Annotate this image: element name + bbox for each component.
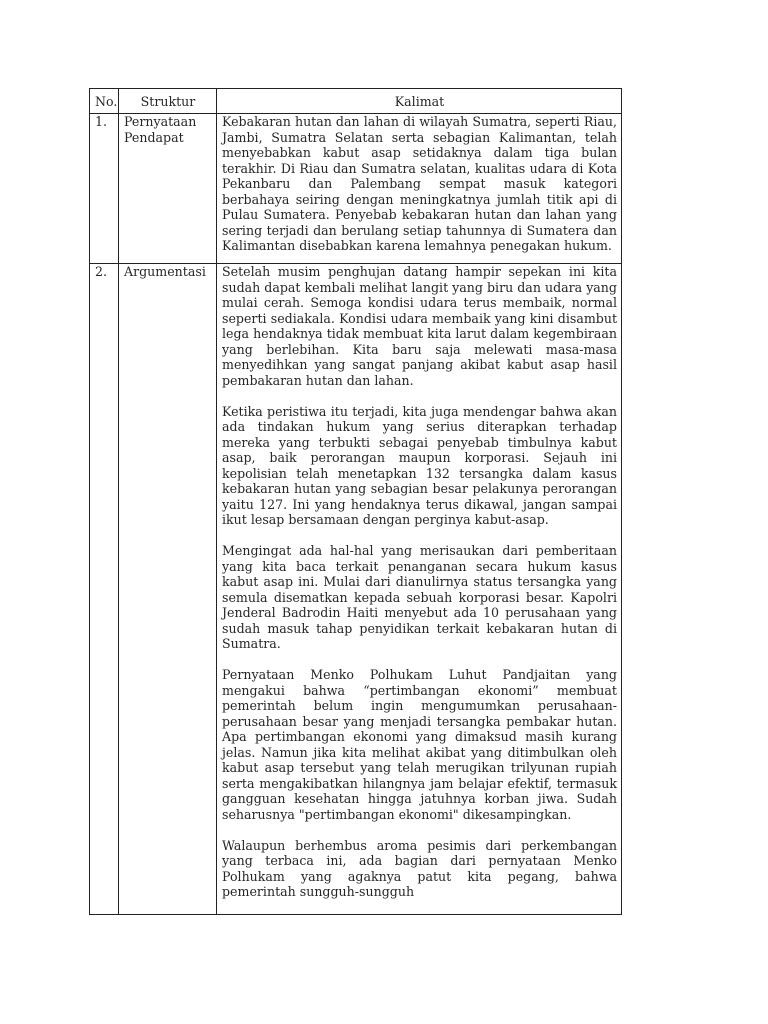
header-kalimat: Kalimat: [217, 89, 622, 114]
table-header-row: [90, 89, 622, 114]
kalimat-paragraph: Walaupun berhembus aroma pesimis dari perkembangan yang terbaca ini, ada bagian dari pernyataan Menko Polhukam yang agaknya patut kita pegang, bahwa pemerintah sungguh-sungguh: [222, 837, 617, 899]
table-row: [90, 114, 622, 264]
row-kalimat: [217, 114, 622, 264]
kalimat-paragraph: Pernyataan Menko Polhukam Luhut Pandjaitan yang mengakui bahwa “pertimbangan ekonomi” membuat pemerintah belum ingin mengumumkan perusahaan-perusahaan besar yang menjadi tersangka pembakar hutan. Apa pertimbangan ekonomi yang dimaksud masih kurang jelas. Namun jika kita melihat akibat yang ditimbulkan oleh kabut asap tersebut yang telah merugikan trilyunan rupiah serta mengakibatkan hilangnya jam belajar efektif, termasuk gangguan kesehatan hingga jatuhnya korban jiwa. Sudah seharusnya "pertimbangan ekonomi" dikesampingkan.: [222, 667, 617, 822]
kalimat-paragraph: Setelah musim penghujan datang hampir sepekan ini kita sudah dapat kembali melihat langit yang biru dan udara yang mulai cerah. Semoga kondisi udara terus membaik, normal seperti sediakala. Kondisi udara membaik yang kini disambut lega hendaknya tidak membuat kita larut dalam kegembiraan yang berlebihan. Kita baru saja melewati masa-masa menyedihkan yang sangat panjang akibat kabut asap hasil pembakaran hutan dan lahan.: [222, 264, 617, 388]
header-no: No.: [90, 89, 119, 114]
row-struktur: Argumentasi: [119, 264, 217, 915]
row-kalimat: [217, 264, 622, 915]
kalimat-paragraph: Kebakaran hutan dan lahan di wilayah Sumatra, seperti Riau, Jambi, Sumatra Selatan serta sebagian Kalimantan, telah menyebabkan kabut asap setidaknya dalam tiga bulan terakhir. Di Riau dan Sumatra selatan, kualitas udara di Kota Pekanbaru dan Palembang sempat masuk kategori berbahaya seiring dengan meningkatnya jumlah titik api di Pulau Sumatera. Penyebab kebakaran hutan dan lahan yang sering terjadi dan berulang setiap tahunnya di Sumatera dan Kalimantan disebabkan karena lemahnya penegakan hukum.: [222, 114, 617, 253]
row-number: 1.: [90, 114, 119, 264]
row-struktur: Pernyataan Pendapat: [119, 114, 217, 264]
table-row: [90, 264, 622, 915]
header-struktur: Struktur: [119, 89, 217, 114]
kalimat-paragraph: Mengingat ada hal-hal yang merisaukan dari pemberitaan yang kita baca terkait penanganan secara hukum kasus kabut asap ini. Mulai dari dianulirnya status tersangka yang semula disematkan kepada sebuah korporasi besar. Kapolri Jenderal Badrodin Haiti menyebut ada 10 perusahaan yang sudah masuk tahap penyidikan terkait kebakaran hutan di Sumatra.: [222, 543, 617, 651]
row-number: 2.: [90, 264, 119, 915]
structure-table: [89, 88, 622, 915]
kalimat-paragraph: Ketika peristiwa itu terjadi, kita juga mendengar bahwa akan ada tindakan hukum yang serius diterapkan terhadap mereka yang terbukti sebagai penyebab timbulnya kabut asap, baik perorangan maupun korporasi. Sejauh ini kepolisian telah menetapkan 132 tersangka dalam kasus kebakaran hutan yang sebagian besar pelakunya perorangan yaitu 127. Ini yang hendaknya terus dikawal, jangan sampai ikut lesap bersamaan dengan perginya kabut-asap.: [222, 403, 617, 527]
